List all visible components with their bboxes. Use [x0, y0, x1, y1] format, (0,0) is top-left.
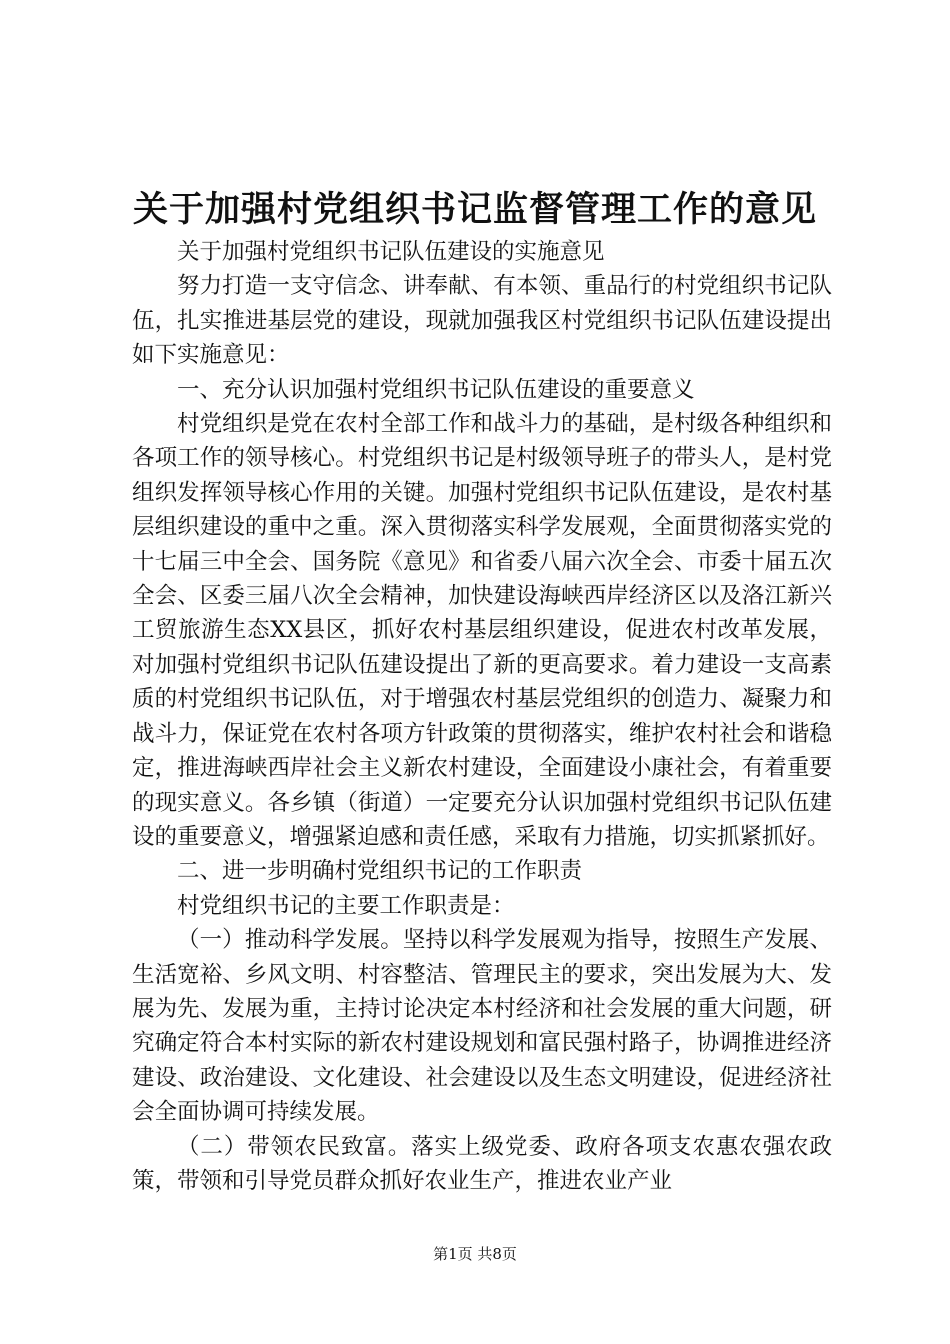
- duty-item-2-paragraph: （二）带领农民致富。落实上级党委、政府各项支农惠农强农政策，带领和引导党员群众抓好农业生产，推进农业产业: [132, 1133, 832, 1194]
- duty-item-1-paragraph: （一）推动科学发展。坚持以科学发展观为指导，按照生产发展、生活宽裕、乡风文明、村容整洁、管理民主的要求，突出发展为大、发展为先、发展为重，主持讨论决定本村经济和社会发展的重大问题，研究确定符合本村实际的新农村建设规划和富民强村路子，协调推进经济建设、政治建设、文化建设、社会建设以及生态文明建设，促进经济社会全面协调可持续发展。: [132, 927, 832, 1126]
- page-footer: 第1页 共8页: [433, 1245, 517, 1263]
- document-body: [132, 235, 832, 1198]
- section-1-paragraph: 村党组织是党在农村全部工作和战斗力的基础，是村级各种组织和各项工作的领导核心。村党组织书记是村级领导班子的带头人，是村党组织发挥领导核心作用的关键。加强村党组织书记队伍建设，是农村基层组织建设的重中之重。深入贯彻落实科学发展观，全面贯彻落实党的十七届三中全会、国务院《意见》和省委八届六次全会、市委十届五次全会、区委三届八次全会精神，加快建设海峡西岸经济区以及洛江新兴工贸旅游生态XX县区，抓好农村基层组织建设，促进农村改革发展，对加强村党组织书记队伍建设提出了新的更高要求。着力建设一支高素质的村党组织书记队伍，对于增强农村基层党组织的创造力、凝聚力和战斗力，保证党在农村各项方针政策的贯彻落实，维护农村社会和谐稳定，推进海峡西岸社会主义新农村建设，全面建设小康社会，有着重要的现实意义。各乡镇（街道）一定要充分认识加强村党组织书记队伍建设的重要意义，增强紧迫感和责任感，采取有力措施，切实抓紧抓好。: [132, 411, 832, 850]
- document-title: 关于加强村党组织书记监督管理工作的意见: [132, 189, 817, 230]
- intro-paragraph: 努力打造一支守信念、讲奉献、有本领、重品行的村党组织书记队伍，扎实推进基层党的建设，现就加强我区村党组织书记队伍建设提出如下实施意见：: [132, 273, 832, 369]
- subtitle-paragraph: 关于加强村党组织书记队伍建设的实施意见: [177, 239, 605, 265]
- section-heading-2: 二、进一步明确村党组织书记的工作职责: [177, 858, 583, 885]
- section-heading-1: 一、充分认识加强村党组织书记队伍建设的重要意义: [177, 376, 695, 403]
- duties-intro-paragraph: 村党组织书记的主要工作职责是：: [177, 892, 515, 919]
